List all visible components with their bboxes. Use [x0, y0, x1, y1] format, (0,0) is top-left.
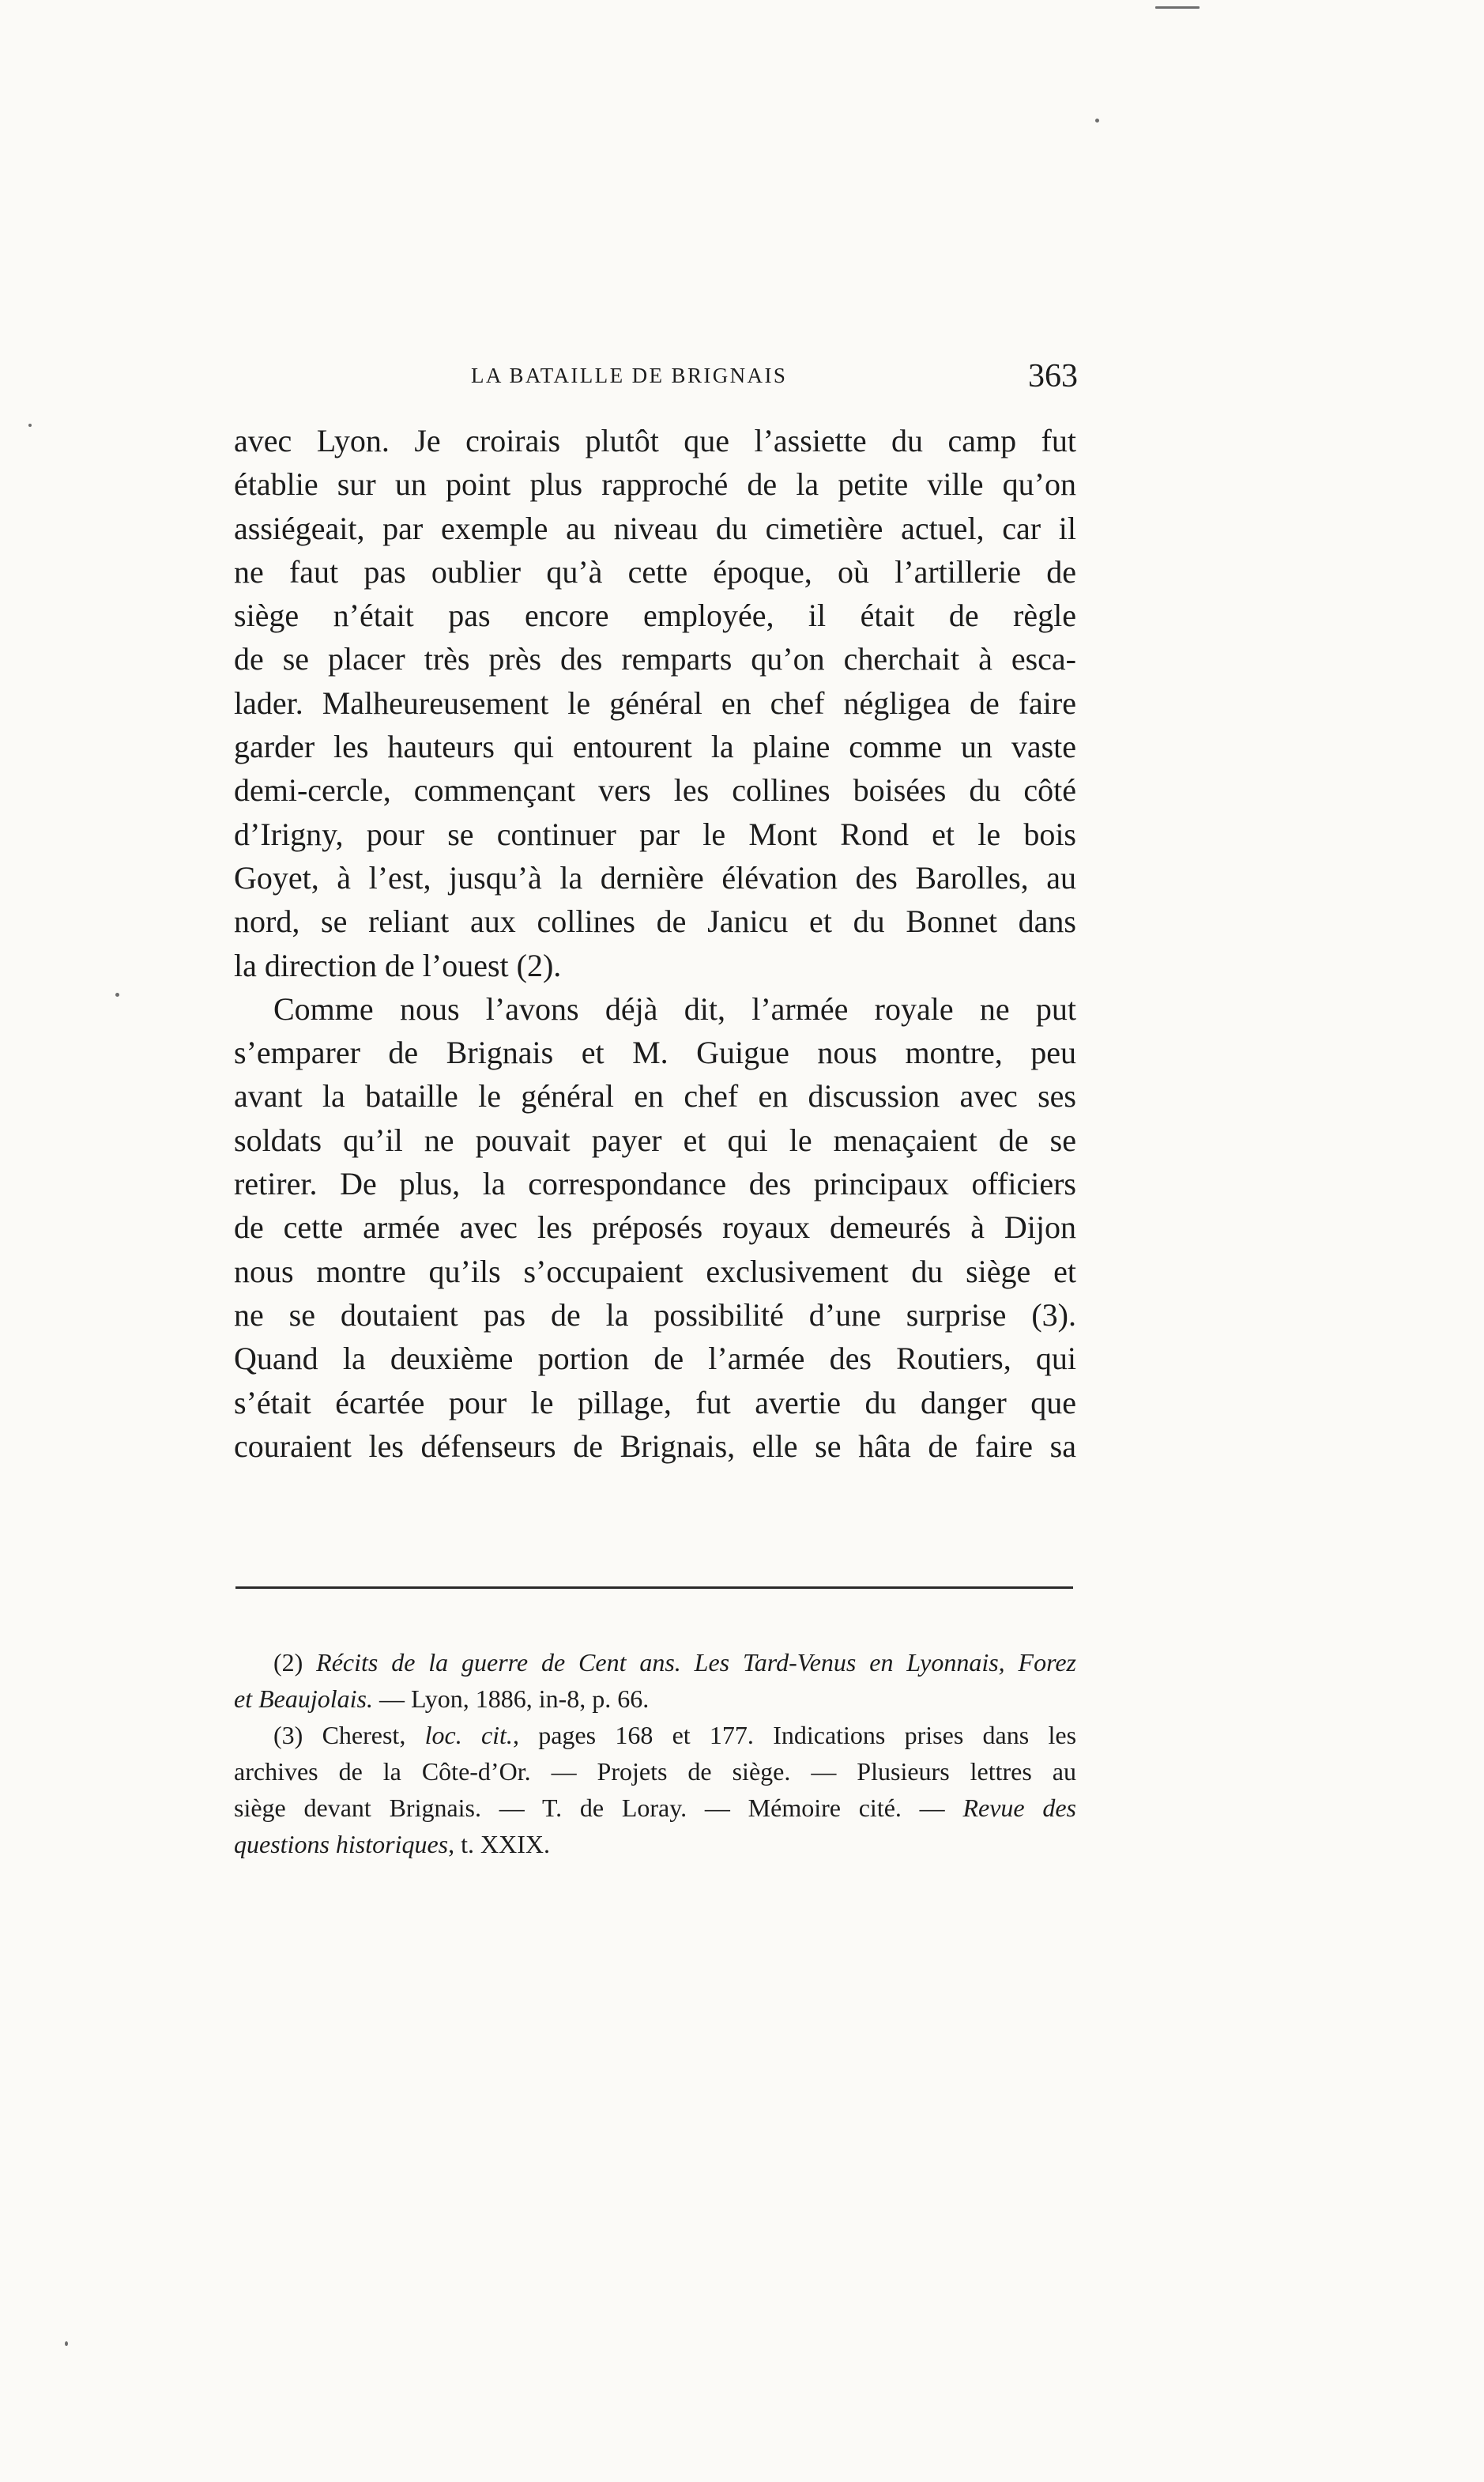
footnote-3-text: , t. XXIX. — [448, 1830, 550, 1858]
text-line: retirer. De plus, la correspondance des principaux officiers — [234, 1166, 1076, 1202]
text-line: nord, se reliant aux collines de Janicu et du Bonnet dans — [234, 903, 1076, 940]
footnote-3-journal: Revue des — [962, 1794, 1077, 1822]
speck — [1095, 119, 1099, 123]
text-line: Goyet, à l’est, jusqu’à la dernière élévation des Barolles, au — [234, 859, 1076, 896]
text-line: assiégeait, par exemple au niveau du cimetière actuel, car il — [234, 510, 1076, 546]
footnote-3-text: , pages 168 et 177. Indications prises dans les — [512, 1721, 1077, 1749]
text-line: garder les hauteurs qui entourent la plaine comme un vaste — [234, 729, 1076, 765]
text-line: s’était écartée pour le pillage, fut avertie du danger que — [234, 1384, 1076, 1420]
text-line: siège n’était pas encore employée, il était de règle — [234, 598, 1076, 634]
running-header — [229, 357, 1078, 405]
text-line: avec Lyon. Je croirais plutôt que l’assiette du camp fut — [234, 423, 1076, 458]
footnote-3-text: (3) Cherest, — [273, 1721, 425, 1749]
text-line: la direction de l’ouest (2). — [234, 947, 562, 983]
main-text — [234, 419, 1076, 1468]
text-line: avant la bataille le général en chef en discussion avec ses — [234, 1078, 1076, 1115]
footnote-3-line — [234, 1826, 1076, 1862]
footnote-3-loc: loc. cit. — [424, 1721, 513, 1749]
footnote-2-line — [234, 1644, 1076, 1680]
footnote-3-journal: questions historiques — [234, 1830, 449, 1858]
text-line: Comme nous l’avons déjà dit, l’armée royale ne put — [273, 990, 1076, 1027]
text-line: s’emparer de Brignais et M. Guigue nous montre, peu — [234, 1035, 1076, 1071]
text-line: nous montre qu’ils s’occupaient exclusivement du siège et — [234, 1253, 1076, 1289]
text-line: demi-cercle, commençant vers les collines boisées du côté — [234, 772, 1076, 809]
footnote-2-rest: — Lyon, 1886, in-8, p. 66. — [379, 1684, 650, 1713]
text-line: ne faut pas oublier qu’à cette époque, où l’artillerie de — [234, 553, 1076, 590]
speck — [65, 2341, 68, 2346]
text-line: lader. Malheureusement le général en chef négligea de faire — [234, 685, 1076, 721]
text-line: Quand la deuxième portion de l’armée des Routiers, qui — [234, 1341, 1076, 1377]
footnote-3-line — [234, 1790, 1076, 1826]
page-number: 363 — [1028, 358, 1078, 394]
footnote-3-line — [234, 1717, 1076, 1753]
text-line: ne se doutaient pas de la possibilité d’une surprise (3). — [234, 1296, 1076, 1333]
text-line: couraient les défenseurs de Brignais, elle se hâta de faire sa — [234, 1428, 1076, 1464]
footnote-3-text: siège devant Brignais. — T. de Loray. — Mémoire cité. — — [234, 1794, 963, 1822]
text-line: établie sur un point plus rapproché de la petite ville qu’on — [234, 466, 1076, 503]
speck — [1155, 6, 1200, 9]
text-line: de cette armée avec les préposés royaux demeurés à Dijon — [234, 1209, 1076, 1246]
text-line: d’Irigny, pour se continuer par le Mont Rond et le bois — [234, 816, 1076, 852]
running-title: LA BATAILLE DE BRIGNAIS — [471, 364, 788, 387]
text-line: soldats qu’il ne pouvait payer et qui le menaçaient de se — [234, 1122, 1076, 1158]
footnote-3-line: archives de la Côte-d’Or. — Projets de siège. — Plusieurs lettres au — [234, 1757, 1076, 1786]
footnote-2-title: Récits de la guerre de Cent ans. Les Tard-Venus en Lyonnais, Forez — [316, 1648, 1077, 1677]
text-line: de se placer très près des remparts qu’on cherchait à esca- — [234, 641, 1076, 677]
footnote-divider — [235, 1586, 1073, 1589]
footnotes — [234, 1644, 1076, 1862]
footnote-2-mark: (2) — [273, 1648, 303, 1677]
footnote-2-title-end: et Beaujolais. — [234, 1684, 373, 1713]
speck — [115, 993, 119, 997]
footnote-2-line — [234, 1680, 1076, 1717]
speck — [28, 424, 32, 427]
